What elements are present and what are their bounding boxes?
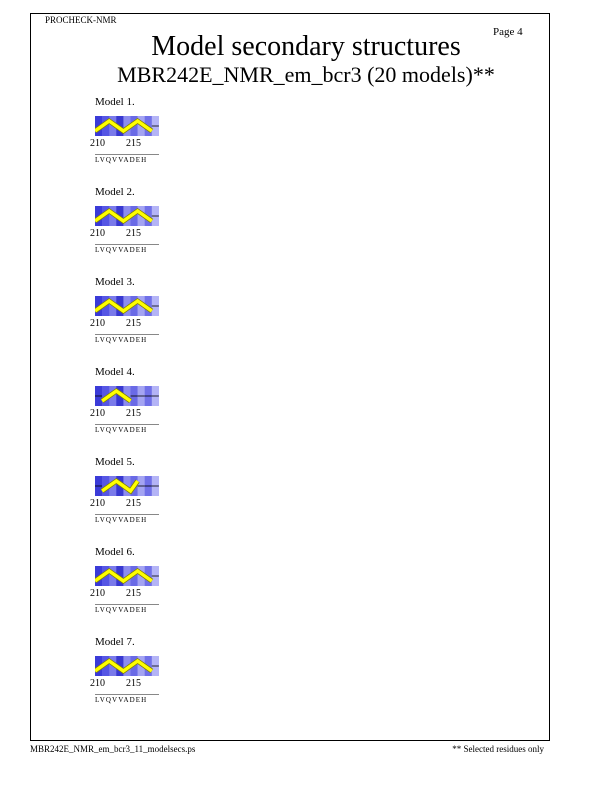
model-block bbox=[90, 456, 295, 536]
secondary-structure-strip bbox=[95, 296, 159, 316]
model-label: Model 5. bbox=[95, 456, 135, 468]
model-label: Model 4. bbox=[95, 366, 135, 378]
sequence-rule bbox=[95, 604, 159, 605]
model-block bbox=[90, 186, 295, 266]
footer-filename: MBR242E_NMR_em_bcr3_11_modelsecs.ps bbox=[30, 744, 196, 754]
residue-number-215: 215 bbox=[126, 408, 141, 419]
residue-sequence: LVQVVADEH bbox=[95, 516, 148, 524]
model-block bbox=[90, 276, 295, 356]
model-block bbox=[90, 636, 295, 716]
model-block bbox=[90, 366, 295, 446]
residue-sequence: LVQVVADEH bbox=[95, 156, 148, 164]
residue-sequence: LVQVVADEH bbox=[95, 606, 148, 614]
sequence-rule bbox=[95, 424, 159, 425]
sequence-rule bbox=[95, 244, 159, 245]
secondary-structure-strip bbox=[95, 206, 159, 226]
model-label: Model 7. bbox=[95, 636, 135, 648]
model-label: Model 2. bbox=[95, 186, 135, 198]
residue-number-210: 210 bbox=[90, 498, 105, 509]
model-label: Model 6. bbox=[95, 546, 135, 558]
residue-number-210: 210 bbox=[90, 318, 105, 329]
model-label: Model 1. bbox=[95, 96, 135, 108]
residue-number-210: 210 bbox=[90, 678, 105, 689]
residue-number-210: 210 bbox=[90, 588, 105, 599]
secondary-structure-strip bbox=[95, 116, 159, 136]
model-label: Model 3. bbox=[95, 276, 135, 288]
page-subtitle: MBR242E_NMR_em_bcr3 (20 models)** bbox=[117, 62, 495, 87]
residue-number-215: 215 bbox=[126, 138, 141, 149]
residue-number-210: 210 bbox=[90, 408, 105, 419]
residue-sequence: LVQVVADEH bbox=[95, 246, 148, 254]
page-title: Model secondary structures bbox=[151, 31, 461, 62]
sequence-rule bbox=[95, 334, 159, 335]
model-block bbox=[90, 546, 295, 626]
residue-number-215: 215 bbox=[126, 678, 141, 689]
secondary-structure-strip bbox=[95, 566, 159, 586]
model-block bbox=[90, 96, 295, 176]
sequence-rule bbox=[95, 154, 159, 155]
residue-number-210: 210 bbox=[90, 228, 105, 239]
residue-number-215: 215 bbox=[126, 588, 141, 599]
footer-note: ** Selected residues only bbox=[452, 744, 544, 754]
residue-sequence: LVQVVADEH bbox=[95, 696, 148, 704]
residue-number-215: 215 bbox=[126, 498, 141, 509]
program-name: PROCHECK-NMR bbox=[45, 15, 117, 25]
residue-number-210: 210 bbox=[90, 138, 105, 149]
page-number: Page 4 bbox=[493, 26, 523, 38]
sequence-rule bbox=[95, 514, 159, 515]
sequence-rule bbox=[95, 694, 159, 695]
secondary-structure-strip bbox=[95, 386, 159, 406]
residue-number-215: 215 bbox=[126, 228, 141, 239]
residue-sequence: LVQVVADEH bbox=[95, 426, 148, 434]
secondary-structure-strip bbox=[95, 656, 159, 676]
secondary-structure-strip bbox=[95, 476, 159, 496]
residue-sequence: LVQVVADEH bbox=[95, 336, 148, 344]
residue-number-215: 215 bbox=[126, 318, 141, 329]
